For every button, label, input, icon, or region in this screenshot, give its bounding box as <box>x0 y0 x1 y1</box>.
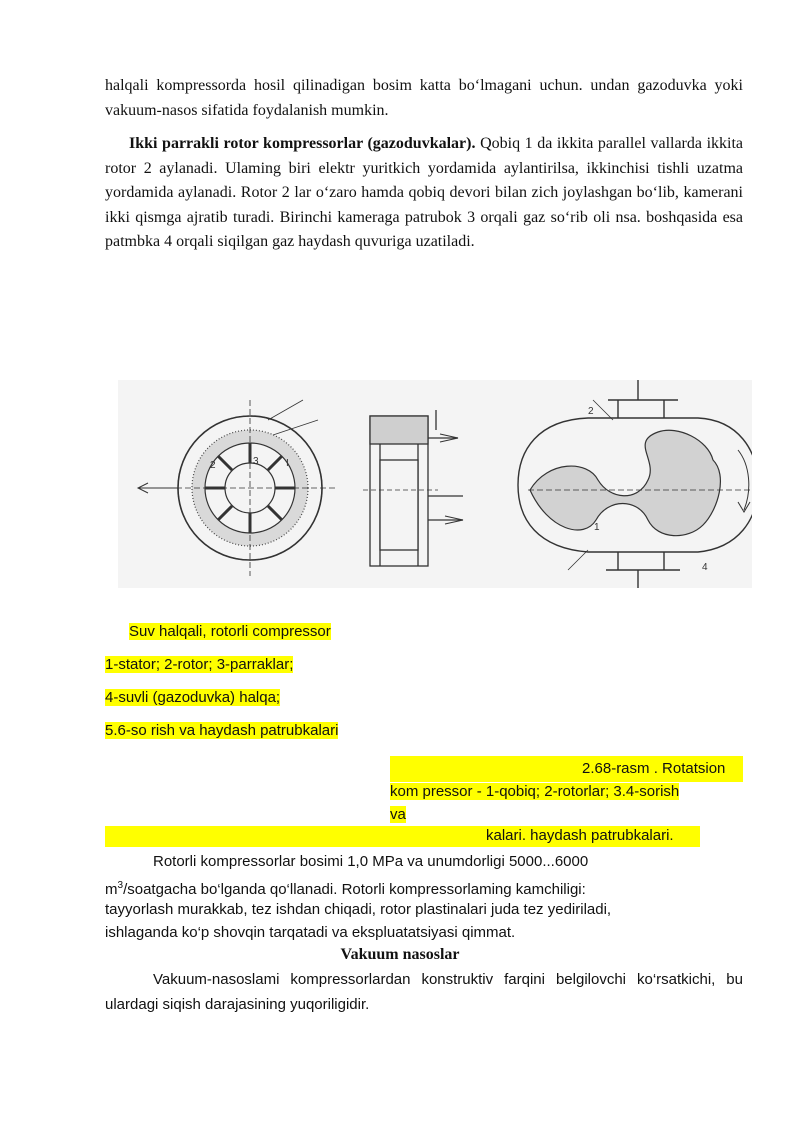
section-title: Ikki parrakli rotor kompressorlar (gazoduvkalar). <box>129 135 476 152</box>
caption-line <box>105 721 338 741</box>
compressor-drawing-svg <box>118 380 752 588</box>
paragraph-line: tayyorlash murakkab, tez ishdan chiqadi, rotor plastinalari juda tez yediriladi, <box>105 901 612 918</box>
paragraph-text: /soatgacha bo‘lganda qo‘llanadi. Rotorli kompressorlaming kamchiligi: <box>123 881 586 898</box>
figure-label: 1 <box>594 522 600 533</box>
paragraph-line: Rotorli kompressorlar bosimi 1,0 MPa va unumdorligi 5000...6000 <box>153 853 589 870</box>
caption-line: kalari. haydash patrubkalari. <box>486 827 674 844</box>
figure-compressor-drawings <box>118 380 752 588</box>
side-section-drawing <box>363 410 463 566</box>
caption-line <box>390 805 406 825</box>
paragraph-vacuum-pumps: Vakuum-nasoslami kompressorlardan konstruktiv farqini belgilovchi ko‘rsatkichi, bu ulardagi siqish darajasining yuqoriligidir. <box>105 971 743 1013</box>
paragraph-intro: halqali kompressorda hosil qilinadigan bosim katta bo‘lmagani uchun. undan gazoduvka yoki vakuum-nasos sifatida foydalanish mumkin. <box>105 77 743 119</box>
twin-rotor-compressor-drawing <box>518 380 752 588</box>
figure-label: 2 <box>588 406 594 417</box>
caption-text: 1-stator; 2-rotor; 3-parraklar; <box>105 656 294 673</box>
figure-label: 3 <box>253 456 259 467</box>
paragraph-body: Qobiq 1 da ikkita parallel vallarda ikkita rotor 2 aylanadi. Ulaming biri elektr yuritkich yordamida aylantirilsa, ikkinchisi tishli uzatma yordamida aylanadi. Rotor 2 lar o‘zaro hamda qobiq devori bilan zich joylashgan bo‘lib, kamerani ikki qismga ajratib turadi. Birinchi kameraga patrubok 3 orqali gaz so‘rib oli nsa. boshqasida esa patmbka 4 orqali siqilgan gaz haydash quvuriga uzatiladi. <box>105 135 743 250</box>
figure-label: I <box>286 458 289 469</box>
paragraph-line: ishlaganda ko‘p shovqin tarqatadi va ekspluatatsiyasi qimmat. <box>105 924 516 941</box>
figure-caption-title: 2.68-rasm . Rotatsion <box>582 760 726 777</box>
paragraph-rotor-compressors <box>105 132 743 255</box>
caption-text: Suv halqali, rotorli compressor <box>129 623 331 640</box>
superscript: 3 <box>117 880 124 891</box>
figure-label: 2 <box>210 460 216 471</box>
caption-text: va <box>390 806 406 823</box>
caption-text: 5.6-so rish va haydash patrubkalari <box>105 722 339 739</box>
water-ring-compressor-drawing <box>138 400 338 576</box>
caption-text: 4-suvli (gazoduvka) halqa; <box>105 689 281 706</box>
caption-line <box>390 782 679 802</box>
caption-line <box>105 688 280 708</box>
paragraph-line <box>105 876 586 900</box>
unit-text: m <box>105 881 118 898</box>
section-heading: Vakuum nasoslar <box>340 946 460 963</box>
caption-line <box>105 655 293 675</box>
caption-line <box>129 622 331 642</box>
caption-text: kom pressor - 1-qobiq; 2-rotorlar; 3.4-sorish <box>390 783 680 800</box>
figure-label: 4 <box>702 562 708 573</box>
